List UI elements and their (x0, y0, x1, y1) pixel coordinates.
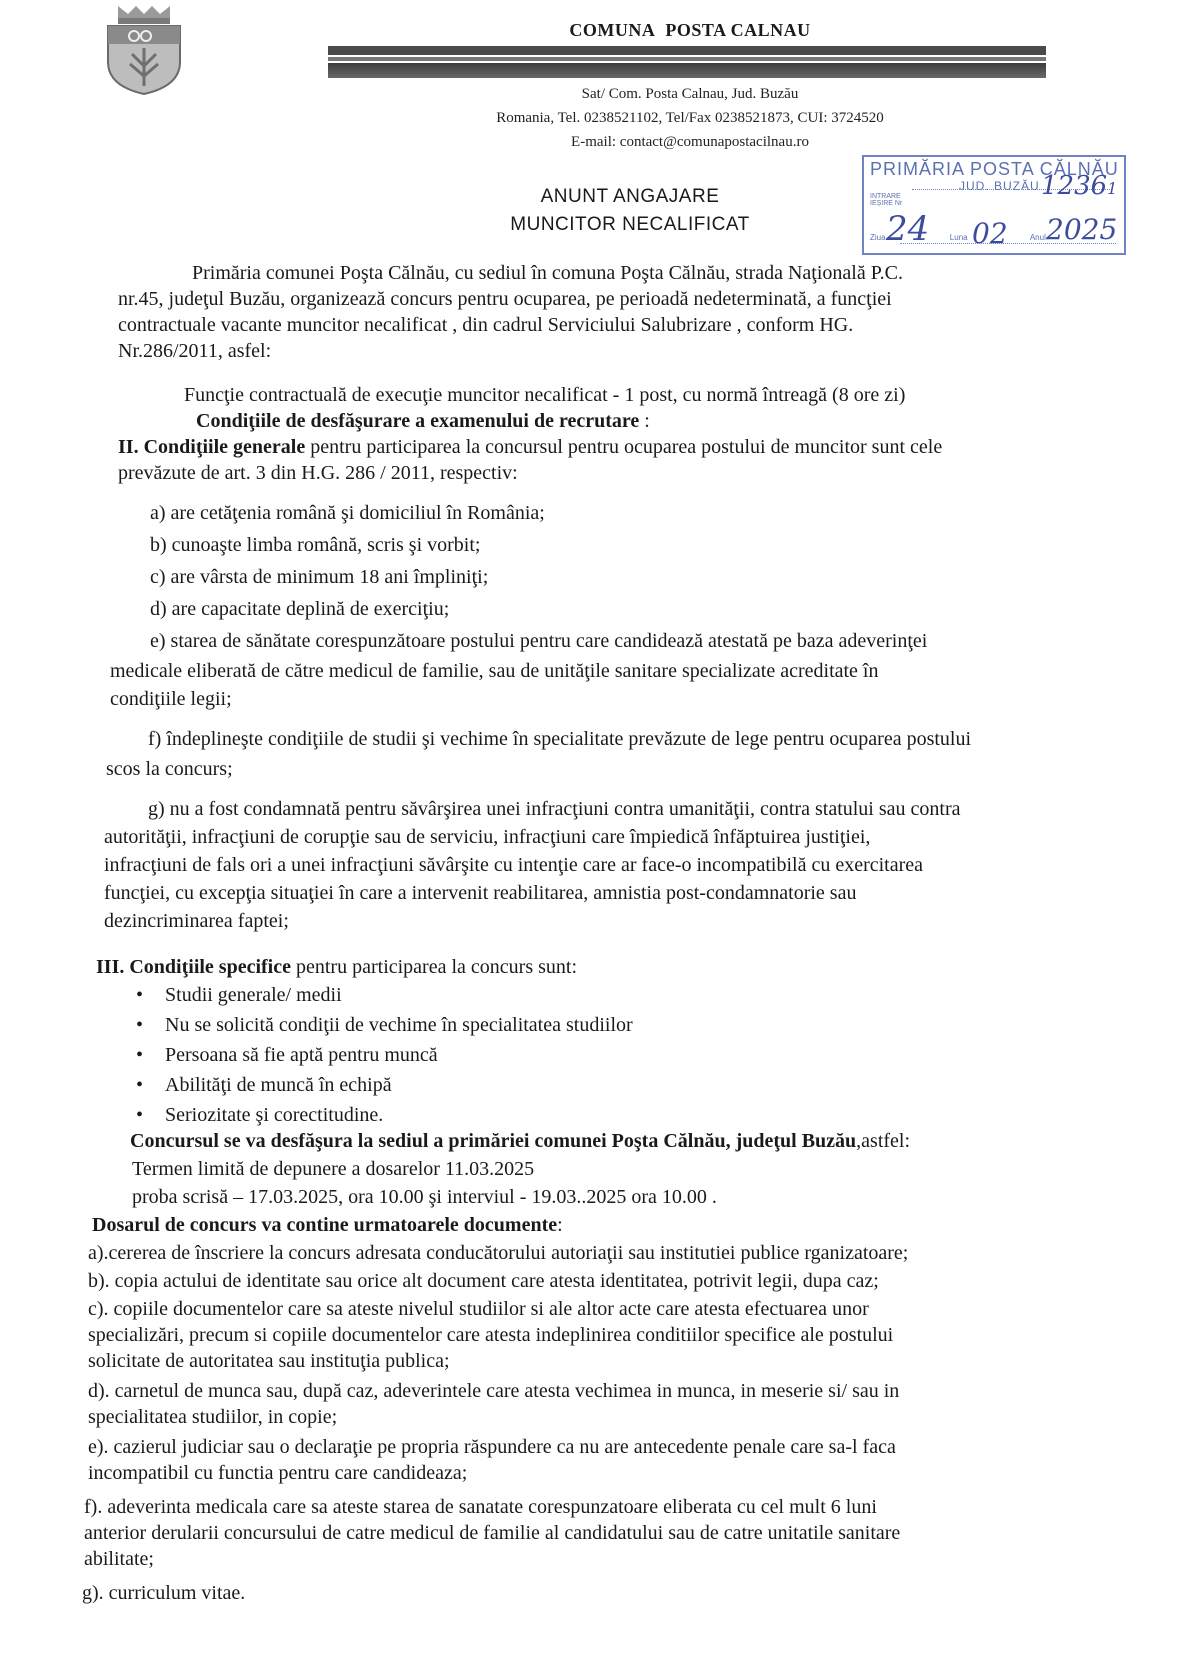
header-rule (328, 63, 1046, 78)
dossier-item: a).cererea de înscriere la concurs adresata conducătorului autoriaţii sau institutiei publice rganizatoare; (88, 1242, 909, 1264)
condition-item: g) nu a fost condamnată pentru săvârşirea unei infracţiuni contra umanităţii, contra statului sau contra (148, 798, 961, 820)
coat-of-arms-icon (104, 4, 184, 96)
dossier-item: specializări, precum si copiile documentelor care atesta indeplinirea conditiilor specifice ale postului (88, 1324, 894, 1346)
dossier-item: g). curriculum vitae. (82, 1582, 246, 1604)
stamp-month: 02 (972, 217, 1008, 250)
header-rule (328, 46, 1046, 55)
post-description: Funcţie contractuală de execuţie muncitor necalificat - 1 post, cu normă întreagă (8 ore zi) (184, 384, 906, 406)
general-conditions-text: prevăzute de art. 3 din H.G. 286 / 2011, respectiv: (118, 462, 518, 484)
announcement-subtitle: MUNCITOR NECALIFICAT (510, 214, 750, 235)
condition-item: a) are cetăţenia română şi domiciliul în România; (150, 502, 545, 524)
dossier-item: f). adeverinta medicala care sa ateste starea de sanatate corespunzatoare eliberata cu cel mult 6 luni (84, 1496, 877, 1518)
dossier-item: incompatibil cu functia pentru care candideaza; (88, 1462, 468, 1484)
dossier-item: e). cazierul judiciar sau o declaraţie pe propria răspundere ca nu are antecedente penale care sa-l faca (88, 1436, 896, 1458)
conditions-heading: Condiţiile de desfăşurare a examenului de recrutare : (196, 410, 650, 432)
stamp-year: 2025 (1046, 213, 1118, 246)
address-line: Sat/ Com. Posta Calnau, Jud. Buzău (581, 86, 799, 102)
condition-item: d) are capacitate deplină de exerciţiu; (150, 598, 450, 620)
dossier-item: anterior derularii concursului de catre medicul de familie al candidatului sau de catre unitatile sanitare (84, 1522, 901, 1544)
dossier-item: specialitatea studiilor, in copie; (88, 1406, 338, 1428)
intro-line: Nr.286/2011, asfel: (118, 340, 272, 362)
stamp-number: 12361 (1041, 171, 1118, 201)
stamp-day: 24 (886, 209, 930, 249)
condition-item: dezincriminarea faptei; (104, 910, 289, 932)
dossier-item: solicitate de autoritatea sau instituţia publica; (88, 1350, 450, 1372)
condition-item: scos la concurs; (106, 758, 233, 780)
condition-item: autorităţii, infracţiuni de corupţie sau de serviciu, infracţiuni care împiedică înfăptuirea justiţiei, (104, 826, 871, 848)
exam-schedule: proba scrisă – 17.03.2025, ora 10.00 şi interviul - 19.03..2025 ora 10.00 . (132, 1186, 717, 1208)
institution-name: COMUNA POSTA CALNAU (569, 20, 811, 40)
stamp-entry-exit: INTRARE IEȘIRE Nr (870, 193, 903, 207)
condition-item: condiţiile legii; (110, 688, 232, 710)
dossier-item: abilitate; (84, 1548, 154, 1570)
exam-location: Concursul se va desfăşura la sediul a primăriei comunei Poşta Călnău, judeţul Buzău,astfel: (130, 1130, 911, 1152)
condition-item: medicale eliberată de către medicul de familie, sau de unităţile sanitare specializate acreditate în (110, 660, 879, 682)
specific-item: • Persoana să fie aptă pentru muncă (136, 1044, 438, 1066)
condition-item: c) are vârsta de minimum 18 ani împliniţi; (150, 566, 489, 588)
specific-conditions-heading: III. Condiţiile specifice pentru participarea la concurs sunt: (96, 956, 577, 978)
dossier-item: b). copia actului de identitate sau orice alt document care atesta identitatea, potrivit legii, dupa caz; (88, 1270, 879, 1292)
dossier-item: c). copiile documentelor care sa ateste nivelul studiilor si ale altor acte care atesta efectuarea unor (88, 1298, 869, 1320)
submission-deadline: Termen limită de depunere a dosarelor 11.03.2025 (132, 1158, 535, 1180)
header-rule (328, 57, 1046, 61)
intro-line: nr.45, judeţul Buzău, organizează concurs pentru ocuparea, pe perioadă nedeterminată, a funcţiei (118, 288, 892, 310)
specific-item: • Seriozitate şi corectitudine. (136, 1104, 384, 1126)
stamp-institution: PRIMĂRIA POSTA CĂLNĂU (870, 159, 1119, 179)
specific-item: • Studii generale/ medii (136, 984, 342, 1006)
announcement-title: ANUNT ANGAJARE (540, 186, 720, 207)
dossier-heading: Dosarul de concurs va contine urmatoarele documente: (92, 1214, 563, 1236)
registration-stamp (862, 155, 1126, 255)
general-conditions-heading: II. Condiţiile generale pentru participarea la concursul pentru ocuparea postului de muncitor sunt cele (118, 436, 943, 458)
specific-item: • Nu se solicită condiţii de vechime în specialitatea studiilor (136, 1014, 633, 1036)
stamp-date-labels: Ziua Luna Anul (870, 233, 1046, 242)
condition-item: f) îndeplineşte condiţiile de studii şi vechime în specialitate prevăzute de lege pentru ocuparea postului (148, 728, 972, 750)
intro-line: Primăria comunei Poşta Călnău, cu sediul în comuna Poşta Călnău, strada Naţională P.C. (192, 262, 903, 284)
intro-line: contractuale vacante muncitor necalificat , din cadrul Serviciului Salubrizare , conform HG. (118, 314, 854, 336)
condition-item: b) cunoaşte limba română, scris şi vorbit; (150, 534, 481, 556)
specific-item: • Abilităţi de muncă în echipă (136, 1074, 392, 1096)
condition-item: infracţiuni de fals ori a unei infracţiuni săvârşite cu intenţie care ar face-o incompatibilă cu exercitarea (104, 854, 924, 876)
dossier-item: d). carnetul de munca sau, după caz, adeverintele care atesta vechimea in munca, in meserie si/ sau in (88, 1380, 900, 1402)
stamp-county: JUD. BUZĂU (959, 179, 1040, 193)
condition-item: e) starea de sănătate corespunzătoare postului pentru care candidează atestată pe baza adeverinţei (150, 630, 928, 652)
phone-line: Romania, Tel. 0238521102, Tel/Fax 0238521873, CUI: 3724520 (496, 110, 884, 126)
email-line: E-mail: contact@comunapostacilnau.ro (571, 134, 809, 150)
condition-item: funcţiei, cu excepţia situaţiei în care a intervenit reabilitarea, amnistia post-condamnatorie sau (104, 882, 857, 904)
